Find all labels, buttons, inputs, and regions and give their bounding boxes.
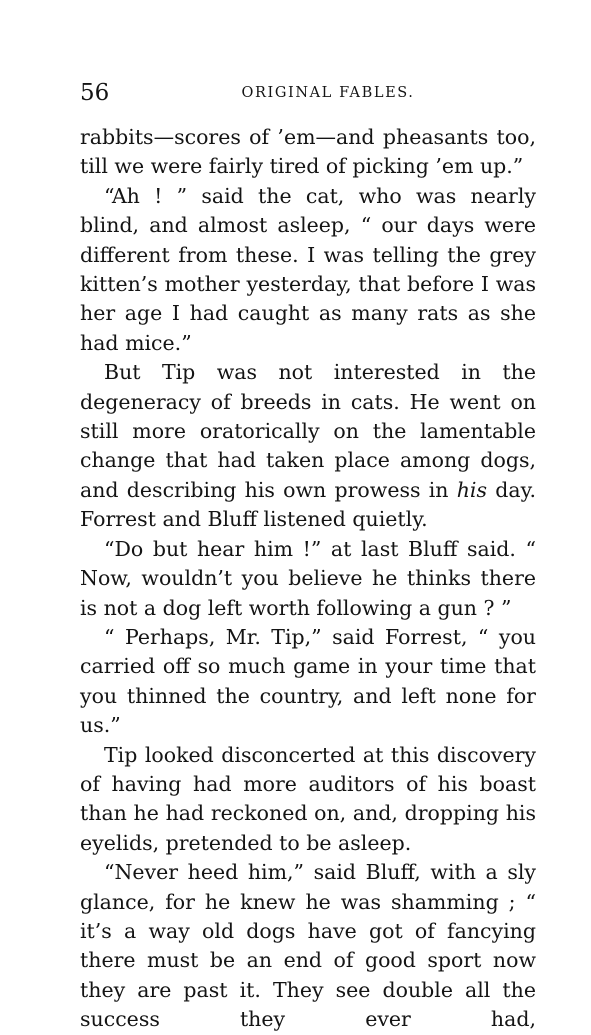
body-text <box>80 123 536 1035</box>
paragraph-text: day. Forrest and Bluff listened quietly. <box>80 477 536 532</box>
paragraph <box>80 358 536 534</box>
paragraph: rabbits—scores of ’em—and pheasants too, till we were fairly tired of picking ’em up.” <box>80 125 536 179</box>
paragraph: “ Perhaps, Mr. Tip,” said Forrest, “ you carried off so much game in your time that you thinned the country, and left none for us.” <box>80 624 536 738</box>
page-header <box>80 78 536 108</box>
running-title: ORIGINAL FABLES. <box>241 85 415 101</box>
paragraph-text: But Tip was not interested in the degeneracy of breeds in cats. He went on still more oratorically on the lamentable change that had taken place among dogs, and describing his own prowess in <box>80 360 536 502</box>
paragraph: “Never heed him,” said Bluff, with a sly glance, for he knew he was shamming ; “ it’s a way old dogs have got of fancying there must be an end of good sport now they are past it. They see double all the success they ever had, <box>80 860 536 1032</box>
paragraph: “Ah ! ” said the cat, who was nearly blind, and almost asleep, “ our days were different from these. I was telling the grey kitten’s mother yesterday, that before I was her age I had caught as many rats as she had mice.” <box>80 183 536 355</box>
paragraph: “Do but hear him !” at last Bluff said. “ Now, wouldn’t you believe he thinks there is not a dog left worth following a gun ? ” <box>80 536 536 620</box>
emphasis-text: his <box>456 477 488 502</box>
paragraph: Tip looked disconcerted at this discovery of having had more auditors of his boast than he had reckoned on, and, dropping his eyelids, pretended to be asleep. <box>80 742 536 855</box>
page-number: 56 <box>80 80 110 106</box>
